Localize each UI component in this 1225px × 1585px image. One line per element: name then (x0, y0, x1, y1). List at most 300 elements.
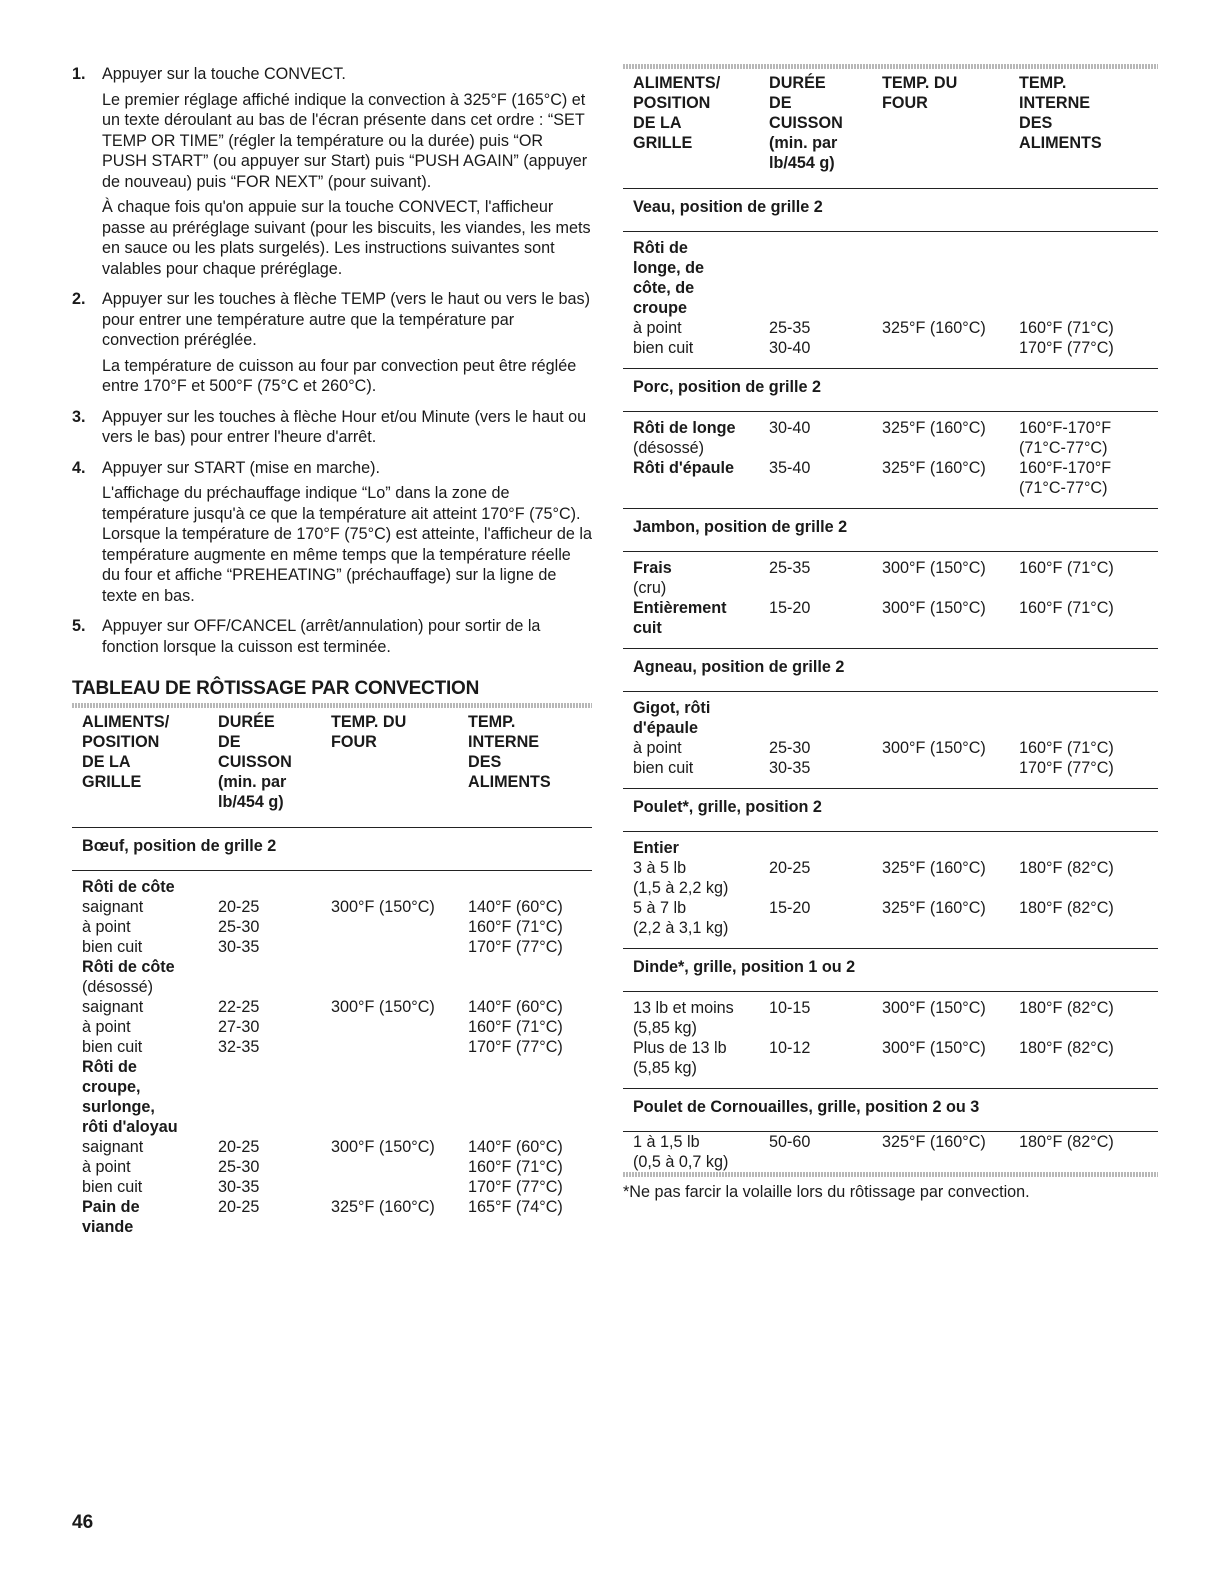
step-number: 1. (72, 65, 86, 83)
category-label: Poulet*, grille, position 2 (623, 789, 1158, 832)
cook-time-cell (208, 1057, 321, 1197)
cook-time: 35-40 (769, 459, 811, 477)
spacer-line (769, 698, 872, 718)
spacer-line (218, 957, 321, 977)
internal-temp-cell (1009, 832, 1158, 899)
food-row (623, 1132, 1158, 1173)
food-name: Rôti de côte (82, 958, 175, 976)
spacer-line (1019, 278, 1158, 298)
spacer-line (1019, 238, 1158, 258)
table-header-row (623, 69, 1158, 189)
cook-time-cell (208, 957, 321, 1057)
oven-temp: 300°F (150°C) (331, 998, 435, 1016)
header-line: GRILLE (633, 134, 693, 152)
cook-time: 10-12 (769, 1039, 811, 1057)
food-name: cuit (633, 619, 662, 637)
food-cell (623, 992, 759, 1039)
spacer-line (882, 238, 1009, 258)
cook-time: 30-40 (769, 339, 811, 357)
spacer-line (468, 1077, 592, 1097)
food-cell (623, 598, 759, 649)
food-row (623, 992, 1158, 1039)
spacer-line (769, 238, 872, 258)
oven-temp-cell (872, 898, 1009, 949)
spacer-line (769, 298, 872, 318)
food-detail: (2,2 à 3,1 kg) (633, 919, 729, 937)
internal-temp-cell (1009, 1038, 1158, 1089)
food-detail: bien cuit (633, 339, 694, 357)
column-header (1009, 69, 1158, 189)
header-line: CUISSON (218, 753, 292, 771)
food-row (623, 458, 1158, 509)
food-row (623, 232, 1158, 369)
food-name: Frais (633, 559, 672, 577)
spacer-line (331, 957, 458, 977)
cook-time: 15-20 (769, 599, 811, 617)
oven-temp: 300°F (150°C) (331, 1138, 435, 1156)
oven-temp: 325°F (160°C) (882, 1133, 986, 1151)
spacer-line (882, 278, 1009, 298)
category-label: Bœuf, position de grille 2 (72, 828, 592, 871)
spacer-line (1019, 718, 1158, 738)
table-header-row (72, 708, 592, 828)
internal-temp-cell (458, 871, 592, 958)
cook-time-cell (759, 412, 872, 459)
header-line: ALIMENTS/ (633, 74, 721, 92)
internal-temp-cell (1009, 232, 1158, 369)
internal-temp: 180°F (82°C) (1019, 999, 1114, 1017)
step-paragraph: La température de cuisson au four par convection peut être réglée entre 170°F et 500°F (75°C et 260°C). (102, 356, 577, 395)
cook-time: 30-40 (769, 419, 811, 437)
category-row (623, 369, 1158, 412)
food-cell (623, 898, 759, 949)
food-name: croupe, (82, 1078, 141, 1096)
internal-temp: 160°F (71°C) (1019, 319, 1114, 337)
header-line: ALIMENTS/ (82, 713, 170, 731)
oven-temp-cell (872, 992, 1009, 1039)
internal-temp: 160°F (71°C) (468, 1018, 563, 1036)
food-name: Entier (633, 839, 679, 857)
food-cell (623, 552, 759, 599)
instruction-step (72, 289, 592, 402)
food-detail: (désossé) (633, 439, 705, 457)
cook-time-cell (759, 552, 872, 599)
oven-temp-cell (321, 957, 458, 1057)
step-paragraph: Le premier réglage affiché indique la convection à 325°F (165°C) et un texte déroulant au bas de l'écran présente dans cet ordre : “SET TEMP OR TIME” (régler la température ou la durée) puis “OR PUSH START” (ou appuyer sur Start) puis “PUSH AGAIN” (appuyer de nouveau) puis “FOR NEXT” (pour suivant). (102, 90, 588, 191)
header-line: TEMP. DU (882, 74, 958, 92)
oven-temp: 300°F (150°C) (882, 739, 986, 757)
food-cell (72, 1197, 208, 1237)
spacer-line (218, 977, 321, 997)
spacer-line (331, 977, 458, 997)
category-row (623, 649, 1158, 692)
food-detail: Plus de 13 lb (633, 1039, 727, 1057)
dotted-divider (623, 1172, 1158, 1177)
oven-temp: 300°F (150°C) (882, 1039, 986, 1057)
category-row (623, 789, 1158, 832)
food-name: Entièrement (633, 599, 727, 617)
cook-time-cell (759, 232, 872, 369)
header-line: lb/454 g) (769, 154, 835, 172)
internal-temp: 165°F (74°C) (468, 1198, 563, 1216)
food-detail: saignant (82, 998, 144, 1016)
step-body (102, 289, 592, 402)
category-row (72, 828, 592, 871)
spacer-line (1019, 838, 1158, 858)
oven-temp: 325°F (160°C) (882, 419, 986, 437)
internal-temp: 180°F (82°C) (1019, 859, 1114, 877)
cook-time: 25-30 (218, 918, 260, 936)
spacer-line (468, 877, 592, 897)
food-detail: bien cuit (82, 1038, 143, 1056)
internal-temp-cell (1009, 458, 1158, 509)
food-detail: à point (82, 1018, 131, 1036)
food-name: d'épaule (633, 719, 699, 737)
header-line: DE LA (633, 114, 682, 132)
spacer-line (218, 1057, 321, 1077)
food-detail: à point (633, 739, 682, 757)
internal-temp: 160°F (71°C) (468, 1158, 563, 1176)
spacer-line (331, 1077, 458, 1097)
food-name: côte, de (633, 279, 695, 297)
instruction-step (72, 458, 592, 612)
cook-time-cell (208, 871, 321, 958)
oven-temp-cell (872, 832, 1009, 899)
food-name: Rôti de (82, 1058, 137, 1076)
food-detail: (5,85 kg) (633, 1019, 697, 1037)
oven-temp-cell (872, 692, 1009, 789)
header-line: CUISSON (769, 114, 843, 132)
internal-temp: (71°C-77°C) (1019, 479, 1108, 497)
food-name: Rôti de longe (633, 419, 736, 437)
oven-temp: 300°F (150°C) (331, 898, 435, 916)
footnote: *Ne pas farcir la volaille lors du rôtissage par convection. (623, 1183, 1030, 1201)
cook-time: 25-30 (218, 1158, 260, 1176)
step-paragraph: L'affichage du préchauffage indique “Lo” dans la zone de température jusqu'à ce que la température ait atteint 170°F (75°C). Lorsque la température de 170°F (75°C) est atteinte, l'afficheur de la température augmente en même temps que la température réelle du four et affiche “PREHEATING” (préchauffage) sur la ligne de texte en bas. (102, 484, 592, 605)
food-cell (623, 1132, 759, 1173)
header-line: DES (468, 753, 502, 771)
column-header (759, 69, 872, 189)
internal-temp: 140°F (60°C) (468, 1138, 563, 1156)
oven-temp-cell (321, 1197, 458, 1237)
internal-temp-cell (1009, 552, 1158, 599)
oven-temp: 300°F (150°C) (882, 999, 986, 1017)
food-row (623, 412, 1158, 459)
oven-temp: 300°F (150°C) (882, 559, 986, 577)
food-detail: à point (633, 319, 682, 337)
step-body (102, 616, 592, 662)
internal-temp: (71°C-77°C) (1019, 439, 1108, 457)
internal-temp-cell (458, 1197, 592, 1237)
header-line: FOUR (331, 733, 377, 751)
food-cell (72, 1057, 208, 1197)
instruction-steps (72, 64, 592, 662)
cook-time: 15-20 (769, 899, 811, 917)
category-row (623, 1089, 1158, 1132)
oven-temp: 325°F (160°C) (882, 899, 986, 917)
step-paragraph: Appuyer sur la touche CONVECT. (102, 65, 346, 83)
header-line: TEMP. DU (331, 713, 407, 731)
food-detail: saignant (82, 898, 144, 916)
spacer-line (218, 1077, 321, 1097)
spacer-line (468, 957, 592, 977)
internal-temp: 180°F (82°C) (1019, 1133, 1114, 1151)
food-detail: bien cuit (82, 938, 143, 956)
step-paragraph: À chaque fois qu'on appuie sur la touche CONVECT, l'afficheur passe au préréglage suivant (pour les biscuits, les viandes, les mets en sauce ou les plats surgelés). Les instructions suivantes sont valables pour chaque préréglage. (102, 198, 591, 278)
internal-temp-cell (1009, 692, 1158, 789)
food-detail: bien cuit (82, 1178, 143, 1196)
column-header (623, 69, 759, 189)
internal-temp: 170°F (77°C) (468, 938, 563, 956)
cook-time: 30-35 (218, 1178, 260, 1196)
cook-time-cell (759, 898, 872, 949)
header-line: GRILLE (82, 773, 142, 791)
food-row (623, 832, 1158, 899)
food-name: Rôti de (633, 239, 688, 257)
spacer-line (468, 977, 592, 997)
food-name: surlonge, (82, 1098, 155, 1116)
internal-temp: 160°F (71°C) (1019, 559, 1114, 577)
step-body (102, 458, 592, 612)
spacer-line (218, 1097, 321, 1117)
cook-time: 20-25 (218, 1198, 260, 1216)
spacer-line (882, 698, 1009, 718)
food-detail: (5,85 kg) (633, 1059, 697, 1077)
internal-temp-cell (1009, 898, 1158, 949)
food-cell (623, 1038, 759, 1089)
step-number: 3. (72, 407, 86, 426)
cook-time: 50-60 (769, 1133, 811, 1151)
page-number: 46 (72, 1512, 94, 1533)
spacer-line (1019, 258, 1158, 278)
step-number: 5. (72, 617, 86, 635)
header-line: DE (769, 94, 792, 112)
spacer-line (882, 298, 1009, 318)
oven-temp: 300°F (150°C) (882, 599, 986, 617)
table-title: TABLEAU DE RÔTISSAGE PAR CONVECTION (72, 678, 480, 699)
cook-time: 25-35 (769, 559, 811, 577)
left-column (72, 64, 592, 1237)
spacer-line (218, 1117, 321, 1137)
step-number: 2. (72, 290, 86, 308)
oven-temp: 325°F (160°C) (882, 459, 986, 477)
roast-table-right (623, 69, 1158, 1172)
cook-time: 10-15 (769, 999, 811, 1017)
step-paragraph: Appuyer sur START (mise en marche). (102, 458, 380, 477)
internal-temp: 160°F (71°C) (468, 918, 563, 936)
spacer-line (769, 278, 872, 298)
header-line: DES (1019, 114, 1053, 132)
category-row (623, 189, 1158, 232)
food-detail: 5 à 7 lb (633, 899, 687, 917)
food-detail: à point (82, 918, 131, 936)
cook-time: 22-25 (218, 998, 260, 1016)
header-line: TEMP. (468, 713, 516, 731)
cook-time: 20-25 (218, 898, 260, 916)
header-line: lb/454 g) (218, 793, 284, 811)
food-row (72, 1057, 592, 1197)
oven-temp: 325°F (160°C) (882, 859, 986, 877)
internal-temp: 180°F (82°C) (1019, 1039, 1114, 1057)
cook-time: 32-35 (218, 1038, 260, 1056)
food-name: croupe (633, 299, 687, 317)
food-detail: (1,5 à 2,2 kg) (633, 879, 729, 897)
internal-temp-cell (1009, 598, 1158, 649)
column-header (321, 708, 458, 828)
cook-time-cell (759, 992, 872, 1039)
food-row (623, 1038, 1158, 1089)
cook-time-cell (208, 1197, 321, 1237)
spacer-line (331, 1057, 458, 1077)
column-header (72, 708, 208, 828)
food-name: Gigot, rôti (633, 699, 711, 717)
step-paragraph: Appuyer sur les touches à flèche TEMP (vers le haut ou vers le bas) pour entrer une température autre que la température par convection préréglée. (102, 290, 590, 349)
food-detail: (0,5 à 0,7 kg) (633, 1153, 729, 1171)
header-line: (min. par (769, 134, 838, 152)
cook-time: 20-25 (218, 1138, 260, 1156)
step-body (102, 64, 592, 284)
food-row (623, 552, 1158, 599)
food-name: longe, de (633, 259, 705, 277)
food-detail: 3 à 5 lb (633, 859, 687, 877)
food-detail: (cru) (633, 579, 667, 597)
cook-time: 25-30 (769, 739, 811, 757)
food-name: Pain de (82, 1198, 140, 1216)
oven-temp-cell (321, 1057, 458, 1197)
spacer-line (331, 877, 458, 897)
cook-time: 20-25 (769, 859, 811, 877)
step-paragraph: Appuyer sur OFF/CANCEL (arrêt/annulation) pour sortir de la fonction lorsque la cuisson est terminée. (102, 617, 541, 656)
food-row (72, 1197, 592, 1237)
spacer-line (882, 258, 1009, 278)
internal-temp: 140°F (60°C) (468, 998, 563, 1016)
internal-temp-cell (1009, 412, 1158, 459)
food-name: Rôti d'épaule (633, 459, 734, 477)
spacer-line (218, 877, 321, 897)
category-label: Agneau, position de grille 2 (623, 649, 1158, 692)
internal-temp: 170°F (77°C) (468, 1038, 563, 1056)
internal-temp: 170°F (77°C) (1019, 759, 1114, 777)
internal-temp: 140°F (60°C) (468, 898, 563, 916)
food-cell (623, 692, 759, 789)
spacer-line (468, 1117, 592, 1137)
instruction-step (72, 616, 592, 662)
oven-temp-cell (872, 232, 1009, 369)
spacer-line (468, 1057, 592, 1077)
spacer-line (1019, 698, 1158, 718)
food-name: rôti d'aloyau (82, 1118, 178, 1136)
spacer-line (769, 838, 872, 858)
oven-temp-cell (872, 412, 1009, 459)
header-line: INTERNE (1019, 94, 1091, 112)
internal-temp-cell (1009, 992, 1158, 1039)
food-row (623, 598, 1158, 649)
column-header (872, 69, 1009, 189)
cook-time-cell (759, 832, 872, 899)
right-column (623, 64, 1158, 1202)
column-header (458, 708, 592, 828)
internal-temp: 170°F (77°C) (468, 1178, 563, 1196)
step-paragraph: Appuyer sur les touches à flèche Hour et/ou Minute (vers le haut ou vers le bas) pour entrer l'heure d'arrêt. (102, 407, 587, 446)
oven-temp: 325°F (160°C) (331, 1198, 435, 1216)
spacer-line (882, 718, 1009, 738)
oven-temp-cell (872, 598, 1009, 649)
header-line: ALIMENTS (468, 773, 551, 791)
food-cell (623, 458, 759, 509)
food-detail: 1 à 1,5 lb (633, 1133, 700, 1151)
food-cell (72, 957, 208, 1057)
cook-time-cell (759, 1038, 872, 1089)
header-line: ALIMENTS (1019, 134, 1102, 152)
spacer-line (882, 838, 1009, 858)
header-line: (min. par (218, 773, 287, 791)
food-cell (623, 232, 759, 369)
cook-time-cell (759, 692, 872, 789)
oven-temp: 325°F (160°C) (882, 319, 986, 337)
internal-temp: 160°F-170°F (1019, 459, 1112, 477)
internal-temp: 160°F (71°C) (1019, 599, 1114, 617)
header-line: DE (218, 733, 241, 751)
food-row (623, 898, 1158, 949)
cook-time-cell (759, 458, 872, 509)
cook-time: 30-35 (769, 759, 811, 777)
category-label: Jambon, position de grille 2 (623, 509, 1158, 552)
header-line: INTERNE (468, 733, 540, 751)
instruction-step (72, 64, 592, 284)
food-detail: 13 lb et moins (633, 999, 734, 1017)
header-line: FOUR (882, 94, 928, 112)
food-cell (72, 871, 208, 958)
food-detail: à point (82, 1158, 131, 1176)
food-cell (623, 412, 759, 459)
food-detail: (désossé) (82, 978, 154, 996)
oven-temp-cell (321, 871, 458, 958)
food-detail: bien cuit (633, 759, 694, 777)
spacer-line (468, 1097, 592, 1117)
internal-temp-cell (1009, 1132, 1158, 1173)
spacer-line (769, 258, 872, 278)
cook-time-cell (759, 598, 872, 649)
food-name: viande (82, 1218, 134, 1236)
header-line: DURÉE (769, 74, 826, 92)
roast-table-left (72, 708, 592, 1237)
spacer-line (1019, 298, 1158, 318)
oven-temp-cell (872, 1132, 1009, 1173)
internal-temp: 160°F (71°C) (1019, 739, 1114, 757)
spacer-line (769, 718, 872, 738)
internal-temp: 160°F-170°F (1019, 419, 1112, 437)
cook-time-cell (759, 1132, 872, 1173)
oven-temp-cell (872, 458, 1009, 509)
oven-temp-cell (872, 1038, 1009, 1089)
category-label: Veau, position de grille 2 (623, 189, 1158, 232)
header-line: POSITION (633, 94, 711, 112)
food-row (72, 871, 592, 958)
spacer-line (331, 1117, 458, 1137)
food-cell (623, 832, 759, 899)
cook-time: 30-35 (218, 938, 260, 956)
category-row (623, 509, 1158, 552)
step-number: 4. (72, 458, 86, 477)
instruction-step (72, 407, 592, 453)
category-label: Porc, position de grille 2 (623, 369, 1158, 412)
header-line: DURÉE (218, 713, 275, 731)
category-label: Dinde*, grille, position 1 ou 2 (623, 949, 1158, 992)
food-name: Rôti de côte (82, 878, 175, 896)
column-header (208, 708, 321, 828)
internal-temp: 170°F (77°C) (1019, 339, 1114, 357)
cook-time: 27-30 (218, 1018, 260, 1036)
